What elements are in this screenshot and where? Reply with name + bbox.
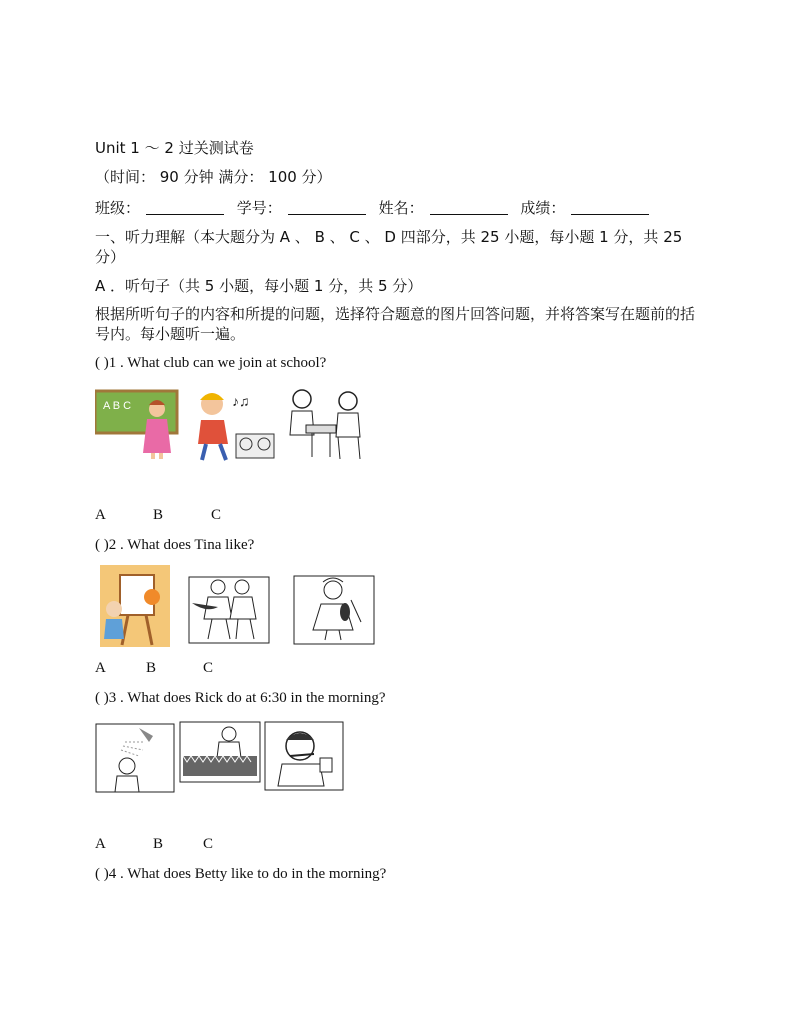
svg-text:A B C: A B C [103,400,132,412]
class-label: 班级： [95,199,141,217]
name-label: 姓名： [378,199,424,217]
q3-option-a-label: A [95,836,106,852]
time-info: （时间： 90 分钟 满分： 100 分） [95,168,332,186]
q3-option-a-image [95,720,177,794]
number-blank[interactable] [288,200,366,215]
q2-option-b-label: B [146,660,157,676]
q2-option-a-label: A [95,660,106,676]
q1-option-b-label: B [153,507,164,523]
q3-option-c-image [264,720,346,794]
section1-heading: 一、听力理解（本大题分为 A 、 B 、 C 、 D 四部分，共 25 小题，每小题 1 分，共 25 分） [95,228,683,266]
q3-option-b-image [179,720,263,794]
q3-option-c-label: C [203,836,214,852]
number-label: 学号： [236,199,282,217]
name-blank[interactable] [430,200,508,215]
q2-option-b-image [188,573,272,645]
page-title: Unit 1 ～ 2 过关测试卷 [95,139,254,157]
q1-option-c-image [278,385,370,465]
q1-option-a-label: A [95,507,106,523]
question-1: ( )1 . What club can we join at school? [95,355,327,371]
question-2: ( )2 . What does Tina like? [95,537,255,553]
q3-option-b-label: B [153,836,164,852]
student-info-row [95,197,657,218]
svg-text:♪♫: ♪♫ [232,395,250,410]
q2-option-a-image [100,565,170,647]
q1-option-b-image [186,386,278,462]
q2-option-c-image [293,574,377,646]
partA-instruction: 根据所听句子的内容和所提的问题，选择符合题意的图片回答问题，并将答案写在题前的括号内。每小题听一遍。 [95,305,696,343]
class-blank[interactable] [146,200,224,215]
question-3: ( )3 . What does Rick do at 6:30 in the morning? [95,690,386,706]
score-label: 成绩： [520,199,566,217]
q2-option-c-label: C [203,660,214,676]
partA-heading: A ．听句子（共 5 小题，每小题 1 分，共 5 分） [95,277,423,295]
score-blank[interactable] [571,200,649,215]
question-4: ( )4 . What does Betty like to do in the morning? [95,866,387,882]
q1-option-a-image [95,387,181,459]
q1-option-c-label: C [211,507,222,523]
